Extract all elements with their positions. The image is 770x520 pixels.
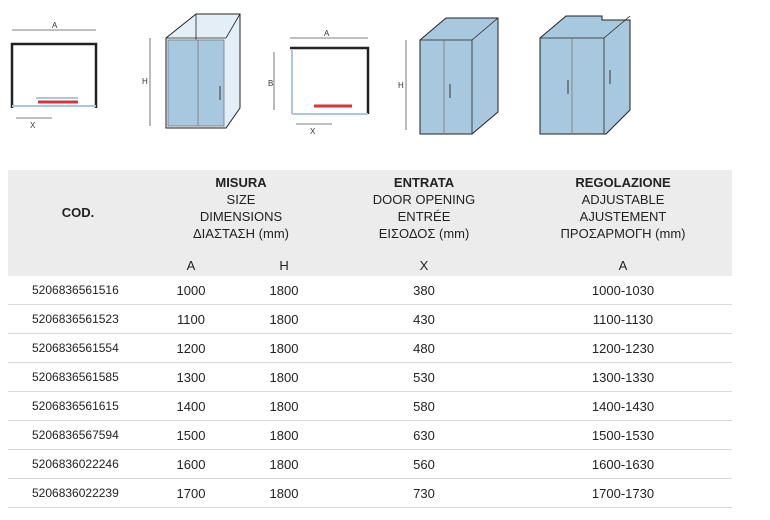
table-subheader-row	[8, 254, 732, 276]
cell-h: 1800	[234, 421, 334, 450]
cell-adj: 1500-1530	[514, 421, 732, 450]
cell-x: 380	[334, 276, 514, 305]
cell-h: 1800	[234, 276, 334, 305]
table-row	[8, 276, 732, 305]
top-view-niche-diagram	[8, 22, 108, 132]
table-row	[8, 392, 732, 421]
cell-a: 1500	[148, 421, 234, 450]
table-row	[8, 305, 732, 334]
cell-code: 5206836022239	[8, 479, 148, 508]
cell-adj: 1700-1730	[514, 479, 732, 508]
cell-h: 1800	[234, 305, 334, 334]
cell-code: 5206836567594	[8, 421, 148, 450]
cell-a: 1200	[148, 334, 234, 363]
label-h: H	[142, 77, 148, 86]
top-view-corner-diagram	[268, 30, 378, 138]
cell-adj: 1000-1030	[514, 276, 732, 305]
header-misura: MISURA SIZE DIMENSIONS ΔΙΑΣΤΑΣΗ (mm)	[193, 175, 290, 241]
label-x: X	[310, 127, 316, 136]
cell-x: 730	[334, 479, 514, 508]
cell-x: 430	[334, 305, 514, 334]
cell-code: 5206836561516	[8, 276, 148, 305]
cell-x: 580	[334, 392, 514, 421]
cell-adj: 1600-1630	[514, 450, 732, 479]
subheader-x: X	[419, 257, 429, 273]
cell-code: 5206836561523	[8, 305, 148, 334]
cell-adj: 1400-1430	[514, 392, 732, 421]
cell-a: 1100	[148, 305, 234, 334]
cell-code: 5206836561585	[8, 363, 148, 392]
corner-3d-diagram-alt	[536, 10, 648, 142]
cell-adj: 1100-1130	[514, 305, 732, 334]
table-row	[8, 334, 732, 363]
table-row	[8, 421, 732, 450]
cell-x: 560	[334, 450, 514, 479]
table-row	[8, 450, 732, 479]
cell-h: 1800	[234, 450, 334, 479]
cell-h: 1800	[234, 479, 334, 508]
label-a: A	[52, 22, 58, 30]
corner-3d-diagram	[396, 12, 508, 142]
header-cod: COD.	[61, 204, 95, 220]
cell-code: 5206836561615	[8, 392, 148, 421]
subheader-a: A	[186, 257, 196, 273]
product-size-table	[8, 170, 732, 508]
label-x: X	[30, 121, 36, 130]
cell-h: 1800	[234, 334, 334, 363]
cell-h: 1800	[234, 363, 334, 392]
cell-a: 1000	[148, 276, 234, 305]
label-a: A	[324, 30, 330, 38]
cell-adj: 1200-1230	[514, 334, 732, 363]
cell-code: 5206836022246	[8, 450, 148, 479]
cell-a: 1400	[148, 392, 234, 421]
cell-h: 1800	[234, 392, 334, 421]
cell-x: 630	[334, 421, 514, 450]
cell-a: 1700	[148, 479, 234, 508]
header-entrata: ENTRATA DOOR OPENING ENTRÉE ΕΙΣΟΔΟΣ (mm)	[372, 175, 476, 241]
header-regolazione: REGOLAZIONE ADJUSTABLE AJUSTEMENT ΠΡΟΣΑΡΜΟΓΗ (mm)	[560, 175, 686, 241]
label-b: B	[268, 79, 274, 88]
subheader-h: H	[279, 257, 289, 273]
cell-code: 5206836561554	[8, 334, 148, 363]
cell-x: 530	[334, 363, 514, 392]
table-row	[8, 479, 732, 508]
niche-3d-diagram	[140, 8, 250, 143]
subheader-adj: A	[618, 257, 628, 273]
label-h: H	[398, 81, 404, 90]
cell-adj: 1300-1330	[514, 363, 732, 392]
cell-a: 1300	[148, 363, 234, 392]
diagram-strip	[0, 0, 770, 165]
cell-a: 1600	[148, 450, 234, 479]
table-header-row	[8, 170, 732, 254]
cell-x: 480	[334, 334, 514, 363]
table-row	[8, 363, 732, 392]
